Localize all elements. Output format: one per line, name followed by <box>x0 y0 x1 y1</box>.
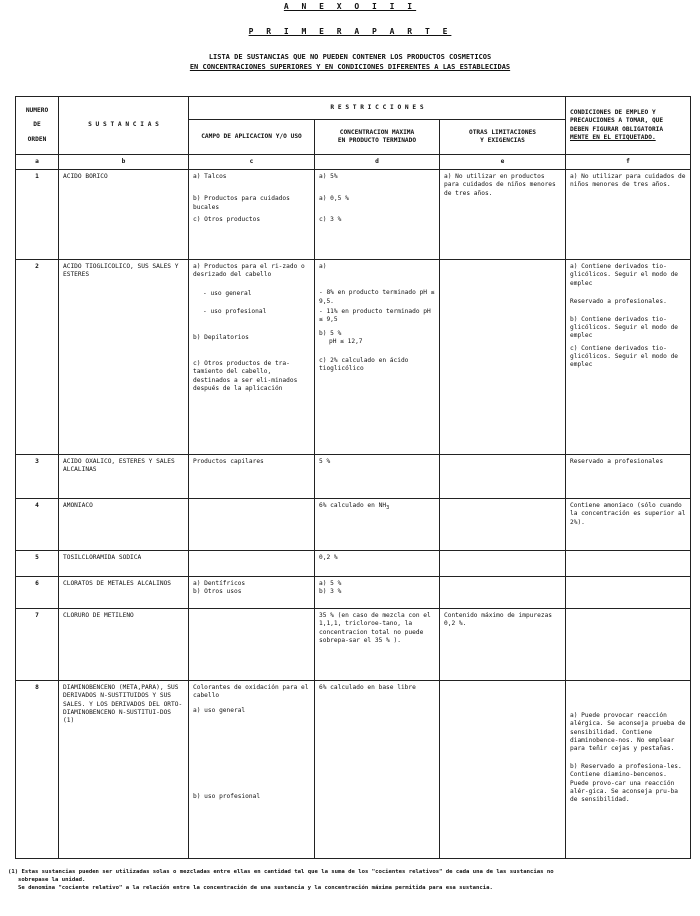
annex-title: A N E X O I I I <box>283 2 417 11</box>
substance-name: CLORURO DE METILENO <box>59 609 189 681</box>
campo-cell: Productos capilares <box>189 455 315 499</box>
otras-cell <box>440 681 566 859</box>
col-conc-header: CONCENTRACION MAXIMA EN PRODUCTO TERMINADO <box>315 120 440 155</box>
row-number: 6 <box>16 577 59 609</box>
row-number: 4 <box>16 499 59 551</box>
col-cond-header: CONDICIONES DE EMPLEO Y PRECAUCIONES A TOMAR, QUE DEBEN FIGURAR OBLIGATORIA MENTE EN EL ETIQUETADO. <box>566 97 691 155</box>
col-otras-header: OTRAS LIMITACIONES Y EXIGENCIAS <box>440 120 566 155</box>
campo-cell: a) Dentífricos b) Otros usos <box>189 577 315 609</box>
substance-name: AMONIACO <box>59 499 189 551</box>
campo-cell: Colorantes de oxidación para el cabello a) uso general b) uso profesional <box>189 681 315 859</box>
row-number: 1 <box>16 170 59 260</box>
col-campo-header: CAMPO DE APLICACION Y/O USO <box>189 120 315 155</box>
table-row <box>16 609 691 681</box>
cond-cell: Contiene amoníaco (sólo cuando la concentración es superior al 2%). <box>566 499 691 551</box>
letter-b: b <box>59 155 189 170</box>
cond-cell <box>566 609 691 681</box>
substance-name: ACIDO OXALICO, ESTERES Y SALES ALCALINAS <box>59 455 189 499</box>
otras-cell <box>440 577 566 609</box>
table-row <box>16 681 691 859</box>
substance-name: ACIDO BORICO <box>59 170 189 260</box>
otras-cell <box>440 551 566 577</box>
document-title <box>0 52 700 72</box>
otras-cell: a) No utilizar en productos para cuidados de niños menores de tres años. <box>440 170 566 260</box>
otras-cell: Contenido máximo de impurezas 0,2 %. <box>440 609 566 681</box>
letter-c: c <box>189 155 315 170</box>
letter-f: f <box>566 155 691 170</box>
table-row <box>16 260 691 455</box>
row-number: 5 <box>16 551 59 577</box>
cond-cell: Reservado a profesionales <box>566 455 691 499</box>
otras-cell <box>440 455 566 499</box>
col-sust-header: S U S T A N C I A S <box>59 97 189 155</box>
footnote-line-2: sobrepase la unidad. <box>18 877 86 883</box>
conc-cell: a) 5 % b) 3 % <box>315 577 440 609</box>
otras-cell <box>440 499 566 551</box>
col-restr-header: R E S T R I C C I O N E S <box>189 97 566 120</box>
title-line-1: LISTA DE SUSTANCIAS QUE NO PUEDEN CONTENER LOS PRODUCTOS COSMETICOS <box>208 53 492 61</box>
otras-cell <box>440 260 566 455</box>
letter-d: d <box>315 155 440 170</box>
cond-cell <box>566 551 691 577</box>
letter-e: e <box>440 155 566 170</box>
header-row-1 <box>16 97 691 120</box>
letter-a: a <box>16 155 59 170</box>
cond-cell <box>566 577 691 609</box>
cond-cell: a) No utilizar para cuidados de niños menores de tres años. <box>566 170 691 260</box>
footnote-line-1: (1) Estas sustancias pueden ser utilizadas solas o mezcladas entre ellas en cantidad tal que la suma de los "cocientes relativos" de cada una de las sustancias no <box>8 869 554 875</box>
substance-name: DIAMINOBENCENO (META,PARA), SUS DERIVADOS N-SUSTITUIDOS Y SUS SALES. Y LOS DERIVADOS DEL ORTO-DIAMINOBENCENO N-SUSTITUI-DOS (1) <box>59 681 189 859</box>
table-row <box>16 499 691 551</box>
footnote <box>8 868 698 892</box>
conc-cell: a) 5% a) 0,5 % c) 3 % <box>315 170 440 260</box>
campo-cell: a) Talcos b) Productos para cuidados bucales c) Otros productos <box>189 170 315 260</box>
substance-name: ACIDO TIOGLICOLICO, SUS SALES Y ESTERES <box>59 260 189 455</box>
campo-cell <box>189 609 315 681</box>
cond-cell: a) Puede provocar reacción alérgica. Se aconseja prueba de sensibilidad. Contiene diaminobence-nos. No emplear para teñir cejas y pestañas. b) Reservado a profesiona-les. Contiene diamino-bencenos. Puede provo-car una reacción alér-gica. Se aconseja pru-ba de sensibilidad. <box>566 681 691 859</box>
campo-cell: a) Productos para el ri-zado o desrizado del cabello - uso general - uso profesional b) Depilatorios c) Otros productos de tra-tamiento del cabello, destinados a ser eli-minados después de la aplicación <box>189 260 315 455</box>
conc-cell: 6% calculado en $NH_3$ <box>315 499 440 551</box>
substance-name: TOSILCLORAMIDA SODICA <box>59 551 189 577</box>
table-row <box>16 551 691 577</box>
part-title: P R I M E R A P A R T E <box>248 27 452 36</box>
conc-cell: 5 % <box>315 455 440 499</box>
row-number: 7 <box>16 609 59 681</box>
col-num-header: NUMERO DE ORDEN <box>16 97 59 155</box>
table-row <box>16 577 691 609</box>
conc-cell: 35 % (en caso de mezcla con el 1,1,1, tricloroe-tano, la concentracion total no puede sobrepa-sar el 35 % ). <box>315 609 440 681</box>
conc-cell: 6% calculado en base libre <box>315 681 440 859</box>
row-number: 2 <box>16 260 59 455</box>
letters-row <box>16 155 691 170</box>
conc-cell: a) - 8% en producto terminado pH ≤ 9,5. - 11% en producto terminado pH ≤ 9,5 b) 5 % pH ≤ 12,7 c) 2% calculado en ácido tioglicólico <box>315 260 440 455</box>
footnote-line-3: Se denomina "cociente relativo" a la relación entre la concentración de una sustancia y la concentración máxima permitida para esa sustancia. <box>18 885 493 891</box>
substances-table <box>15 96 691 859</box>
substance-name: CLORATOS DE METALES ALCALINOS <box>59 577 189 609</box>
campo-cell <box>189 499 315 551</box>
cond-cell: a) Contiene derivados tio-glicólicos. Seguir el modo de emplec Reservado a profesionales. b) Contiene derivados tio-glicólicos. Seguir el modo de emplec c) Contiene derivados tio-glicólicos. Seguir el modo de emplec <box>566 260 691 455</box>
table-row <box>16 170 691 260</box>
row-number: 3 <box>16 455 59 499</box>
title-line-2: EN CONCENTRACIONES SUPERIORES Y EN CONDICIONES DIFERENTES A LAS ESTABLECIDAS <box>189 63 511 71</box>
campo-cell <box>189 551 315 577</box>
row-number: 8 <box>16 681 59 859</box>
table-row <box>16 455 691 499</box>
conc-cell: 0,2 % <box>315 551 440 577</box>
